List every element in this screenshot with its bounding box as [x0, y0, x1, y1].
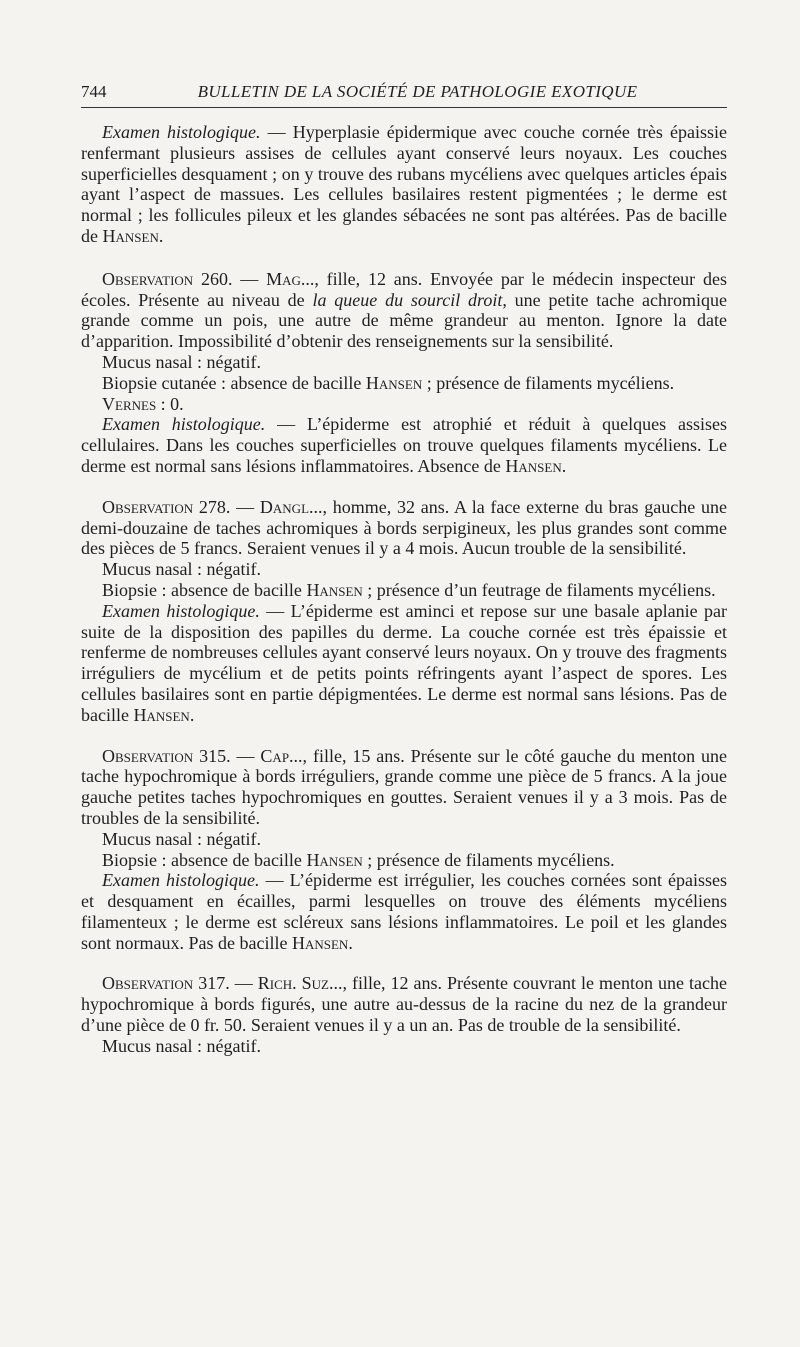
- paragraph-text: Biopsie : absence de bacille: [102, 579, 307, 600]
- paragraph: [81, 373, 727, 394]
- paragraph-text: : 0.: [156, 393, 184, 414]
- observation-315: [81, 746, 727, 954]
- paragraph-tail: .: [189, 704, 195, 725]
- observation-label: Observation 315.: [102, 745, 231, 766]
- paragraph-text: Biopsie cutanée : absence de bacille: [102, 372, 366, 393]
- patient-name: Mag...: [266, 268, 315, 289]
- paragraph-tail: .: [348, 932, 353, 953]
- separator: —: [232, 268, 267, 289]
- paragraph-text: Mucus nasal : négatif.: [102, 351, 261, 372]
- separator: —: [230, 745, 261, 766]
- paragraph-tail: .: [158, 225, 164, 246]
- paragraph: [81, 394, 727, 415]
- author-name: Hansen: [365, 372, 423, 393]
- page-header: [81, 80, 727, 108]
- paragraph-text: , fille, 12 ans. Envoyée par le médecin inspecteur des écoles. Présente au niveau de: [81, 268, 727, 310]
- observation-label: Observation 317.: [102, 973, 230, 994]
- emphasis-text: la queue du sourcil droit: [312, 289, 503, 310]
- patient-name: Rich. Suz...: [257, 973, 343, 994]
- observation-317: [81, 973, 727, 1056]
- separator: —: [229, 973, 258, 994]
- observation-label: Observation 260.: [102, 268, 233, 289]
- paragraph: [81, 973, 727, 1035]
- paragraph-text: , fille, 12 ans. Présente couvrant le menton une tache hypochromique à bords figurés, une autre au-dessus de la racine du nez de la grandeur d’une pièce de 0 fr. 50. Seraient venues il y a un an. Pas de trouble de la sensibilité.: [81, 973, 727, 1036]
- paragraph: [81, 497, 727, 559]
- paragraph-text: — L’épiderme est aminci et repose sur une basale aplanie par suite de la disposition des papilles du derme. La couche cornée est très épaissie et renferme de nombreuses cellules ayant conservé leurs noyaux. On y trouve des fragments irréguliers de mycélium et de petits points réfringents ayant l’aspect de spores. Les cellules basilaires sont en partie dépigmentées. Le derme est normal sans lésions. Pas de bacille: [81, 600, 727, 725]
- paragraph-text: , homme, 32 ans. A la face externe du bras gauche une demi-douzaine de taches achromiques à bords serpigineux, les plus grandes sont comme des pièces de 5 francs. Seraient venues il y a 4 mois. Aucun trouble de la sensibilité.: [81, 496, 728, 559]
- author-name: Hansen: [505, 455, 562, 476]
- author-name: Hansen: [102, 225, 159, 246]
- paragraph-text: — Hyperplasie épidermique avec couche cornée très épaissie renfermant plusieurs assises de cellules ayant conservé leurs noyaux. Les couches superficielles desquament ; on y trouve des rubans mycéliens avec quelques articles épais ayant l’aspect de massues. Les cellules basilaires restent pigmentées ; le derme est normal ; les follicules pileux et les glandes sébacées ne sont pas altérées. Pas de bacille de: [81, 122, 727, 246]
- observation-278: [81, 497, 727, 726]
- paragraph: [81, 850, 727, 871]
- paragraph: [81, 414, 727, 476]
- paragraph: [81, 829, 727, 850]
- patient-name: Dangl...: [259, 496, 323, 517]
- section-lead: Examen histologique.: [102, 600, 260, 621]
- separator: —: [230, 496, 260, 517]
- paragraph-text: Mucus nasal : négatif.: [102, 828, 261, 849]
- paragraph-tail: ; présence de filaments mycéliens.: [362, 849, 615, 870]
- paragraph: [81, 870, 727, 953]
- paragraph-text: Mucus nasal : négatif.: [102, 559, 261, 580]
- page-number: 744: [81, 82, 107, 101]
- paragraph: [81, 352, 727, 373]
- paragraph-text: , fille, 15 ans. Présente sur le côté gauche du menton une tache hypochromique à bords irréguliers, grande comme une pièce de 5 francs. A la joue gauche petites taches hypochromiques en gouttes. Seraient venues il y a 3 mois. Pas de troubles de la sensibilité.: [81, 745, 727, 828]
- section-lead: Examen histologique.: [102, 870, 260, 891]
- paragraph: [81, 269, 727, 352]
- paragraph: [81, 746, 727, 829]
- paragraph: [81, 559, 727, 580]
- observation-label: Observation 278.: [102, 496, 231, 517]
- paragraph-tail: ; présence d’un feutrage de filaments mycéliens.: [362, 579, 716, 600]
- author-name: Hansen: [291, 932, 349, 953]
- author-name: Hansen: [133, 704, 190, 725]
- paragraph-tail: , une petite tache achromique grande comme un pois, une autre de même grandeur au menton. Ignore la date d’apparition. Impossibilité d’obtenir des renseignements sur la sensibilité.: [81, 289, 727, 352]
- test-label: Vernes: [102, 393, 157, 414]
- running-title: BULLETIN DE LA SOCIÉTÉ DE PATHOLOGIE EXOTIQUE: [197, 82, 638, 101]
- paragraph-tail: .: [561, 455, 567, 476]
- observation-260: [81, 269, 727, 477]
- paragraph-text: — L’épiderme est irrégulier, les couches cornées sont épaisses et desquament en écailles, parmi lesquelles on trouve des éléments mycéliens filamenteux ; le derme est scléreux sans lésions inflammatoires. Le poil et les glandes sont normaux. Pas de bacille: [81, 870, 727, 953]
- paragraph-text: — L’épiderme est atrophié et réduit à quelques assises cellulaires. Dans les couches superficielles on trouve quelques filaments mycéliens. Le derme est normal sans lésions inflammatoires. Absence de: [81, 414, 727, 476]
- section-lead: Examen histologique.: [102, 122, 261, 142]
- patient-name: Cap...: [260, 745, 303, 766]
- paragraph-text: Biopsie : absence de bacille: [102, 849, 307, 870]
- paragraph: [81, 601, 727, 726]
- paragraph-text: Mucus nasal : négatif.: [102, 1035, 261, 1056]
- author-name: Hansen: [306, 849, 363, 870]
- histology-continuation: [81, 122, 727, 247]
- paragraph-tail: ; présence de filaments mycéliens.: [422, 372, 675, 393]
- author-name: Hansen: [306, 579, 363, 600]
- section-lead: Examen histologique.: [102, 414, 266, 435]
- paragraph: [81, 580, 727, 601]
- body-text: [81, 122, 727, 1057]
- paragraph: [81, 1036, 727, 1057]
- paragraph: [81, 122, 727, 247]
